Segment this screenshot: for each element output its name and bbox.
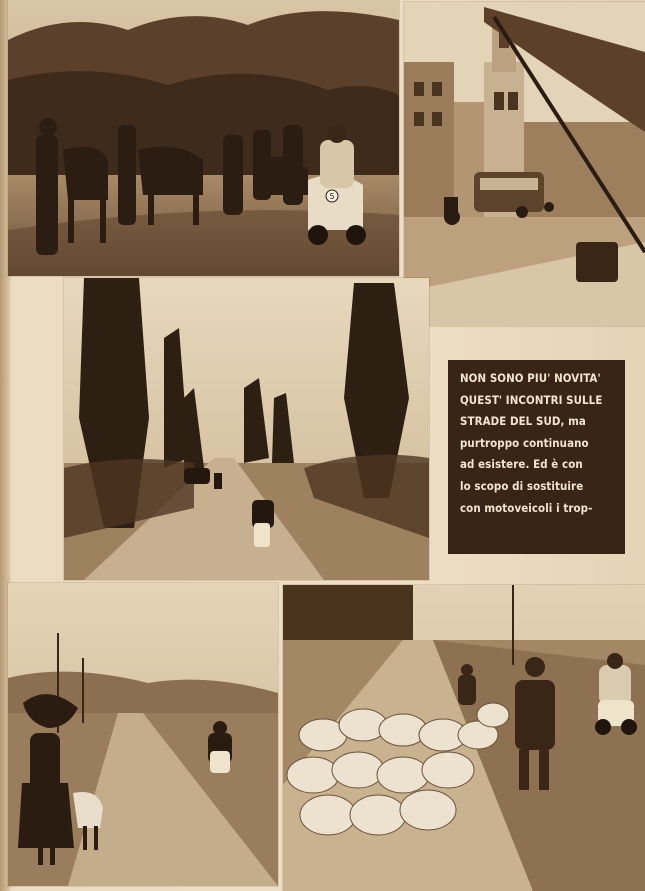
photo-shepherd-with-flock <box>283 585 645 891</box>
text-line-6: lo scopo di sostituire <box>460 478 584 493</box>
text-line-3: STRADE DEL SUD, ma <box>460 414 586 429</box>
text-line-2: QUEST' INCONTRI SULLE <box>460 392 603 407</box>
photo-cypress-road <box>64 278 429 580</box>
photo-donkey-caravan <box>8 0 399 276</box>
town-square-image <box>404 2 645 326</box>
shepherd-flock-image <box>283 585 645 891</box>
article-text-block <box>448 360 625 554</box>
photo-town-square-bus <box>404 2 645 326</box>
cypress-road-image <box>64 278 429 580</box>
text-line-5: ad esistere. Ed è con <box>460 457 583 472</box>
text-line-1: NON SONO PIU' NOVITA' <box>460 371 601 385</box>
text-line-4: purtroppo continuano <box>460 435 589 450</box>
scooter-plate-number: 5 <box>329 192 335 201</box>
woman-with-goat-image <box>8 583 278 886</box>
text-line-7: con motoveicoli i trop- <box>460 500 593 515</box>
donkey-caravan-image <box>8 0 399 276</box>
photo-woman-with-goat <box>8 583 278 886</box>
